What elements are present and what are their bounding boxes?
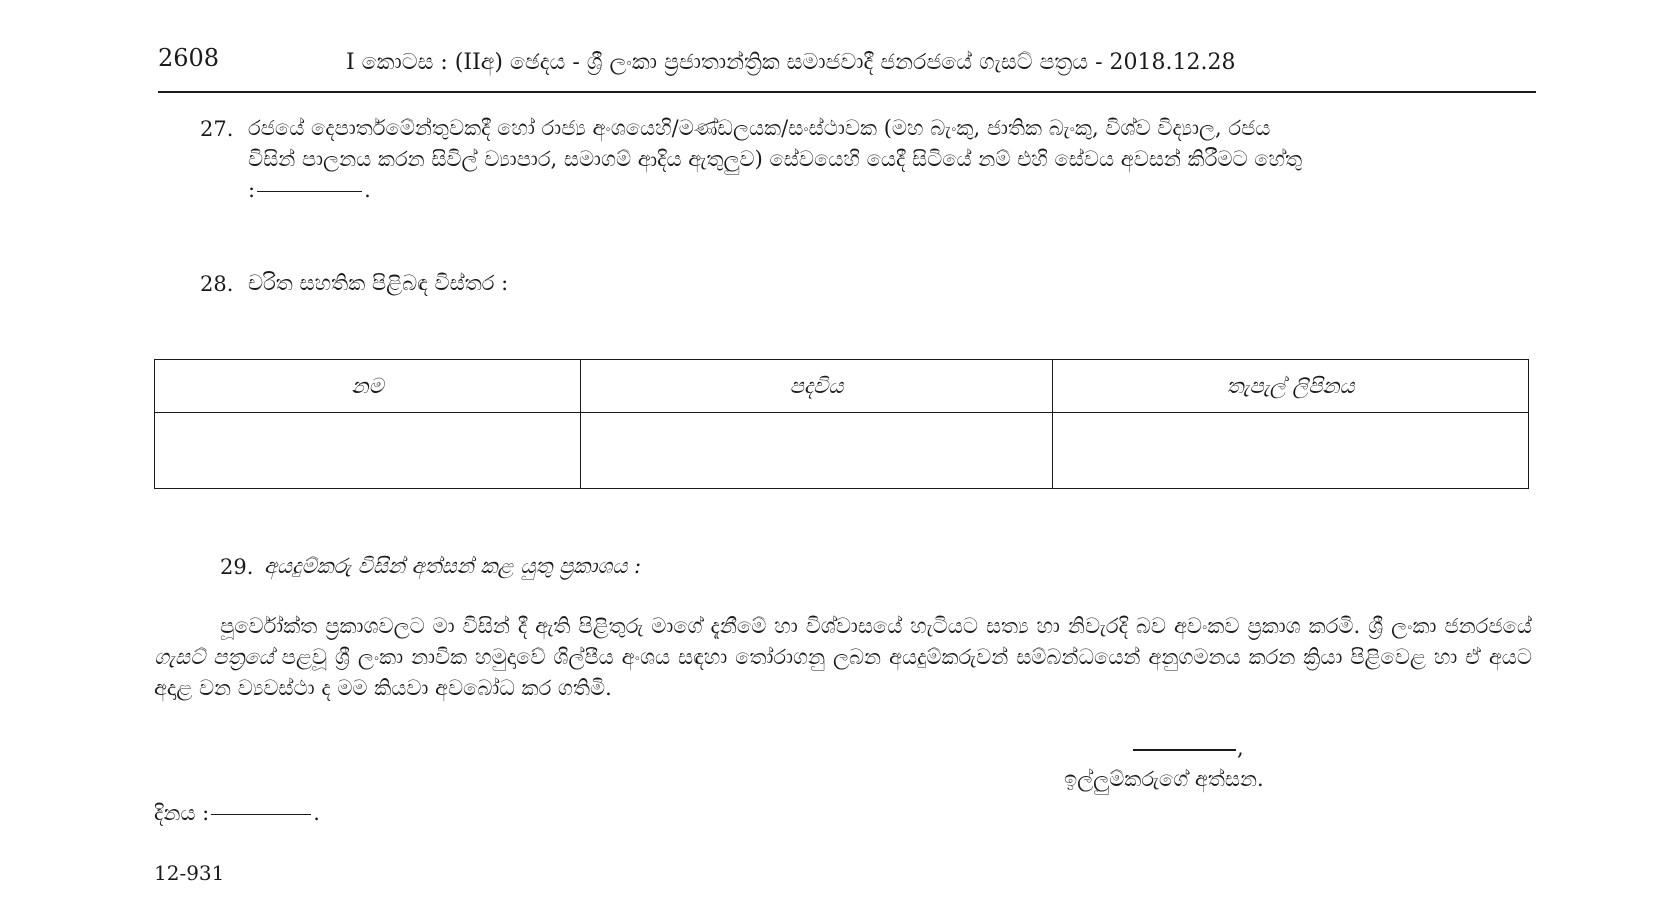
signature-label: ඉල්ලුම්කරුගේ අත්සන.	[1064, 767, 1264, 791]
page-number: 2608	[158, 44, 220, 72]
item-28-title: චරිත සහතික පිළිබඳ විස්තර :	[248, 271, 509, 295]
signature-line[interactable]	[1133, 749, 1236, 751]
designation-column-header: පදවිය	[581, 360, 1053, 413]
declaration-part-1: පූර්වෝක්ත ප්‍රකාශවලට මා විසින් දී ඇති පිළිතුරු මාගේ දැනීමේ හා විශ්වාසයේ හැටියට සත්‍ය හා නිවැරදි බව අවංකව ප්‍රකාශ කරමි. ශ්‍රී ලංකා ජනරජයේ	[220, 614, 1532, 638]
item-28-number: 28.	[200, 272, 234, 296]
name-cell[interactable]	[155, 413, 581, 489]
references-table-row	[155, 413, 1529, 489]
item-27-line-3	[248, 175, 1532, 206]
item-29-title: අයදුම්කරු විසින් අත්සන් කළ යුතු ප්‍රකාශය :	[264, 554, 642, 578]
date-period: .	[313, 801, 320, 825]
declaration-gazette-italic: ගැසට් පත්‍රයේ	[154, 645, 274, 669]
designation-cell[interactable]	[581, 413, 1053, 489]
footer-code: 12-931	[154, 861, 225, 885]
signature-comma: ,	[1237, 736, 1244, 760]
item-27-line-1: රජයේ දෙපාර්තමේන්තුවකදී හෝ රාජ්‍ය අංශයෙහි/මණ්ඩලයක/සංස්ථාවක (මහ බැංකු, ජාතික බැංකු, විශ්ව විද්‍යාල, රජය	[248, 116, 1271, 140]
references-table-header-row	[155, 360, 1529, 413]
declaration-paragraph	[154, 611, 1532, 704]
header-rule	[158, 91, 1536, 93]
running-header: I කොටස : (IIඅ) ඡෙදය - ශ්‍රී ලංකා ප්‍රජාතාන්ත්‍රික සමාජවාදී ජනරජයේ ගැසට් පත්‍රය - 2018.12.28	[346, 50, 1236, 75]
postal-address-cell[interactable]	[1053, 413, 1529, 489]
item-29-number: 29.	[220, 555, 254, 579]
date-field	[154, 801, 320, 826]
item-27-period: .	[364, 178, 371, 202]
item-27-text	[248, 113, 1532, 206]
date-fill-line[interactable]	[211, 814, 311, 815]
postal-address-column-header: තැපැල් ලිපිනය	[1053, 360, 1529, 413]
item-27-colon: :	[248, 178, 256, 202]
name-column-header: නම	[155, 360, 581, 413]
item-27-line-2: විසින් පාලනය කරන සිවිල් ව්‍යාපාර, සමාගම් ආදිය ඇතුලුව) සේවයෙහි යෙදී සිටියේ නම් එහි සේවය අවසන් කිරීමට හේතු	[248, 147, 1303, 171]
declaration-part-2: පළවූ ශ්‍රී ලංකා නාවික හමුදාවේ ශිල්පීය අංශය සඳහා තෝරාගනු ලබන අයදුම්කරුවන් සම්බන්ධයෙන් අනුගමනය කරන ක්‍රියා පිළිවෙළ හා ඒ අයට අදාළ වන ව්‍යවස්ථා ද මම කියවා අවබෝධ කර ගතිමි.	[154, 645, 1532, 700]
date-label: දිනය :	[154, 801, 210, 825]
item-27-fill-line	[257, 191, 362, 192]
item-27-number: 27.	[200, 117, 234, 141]
references-table	[154, 359, 1529, 489]
